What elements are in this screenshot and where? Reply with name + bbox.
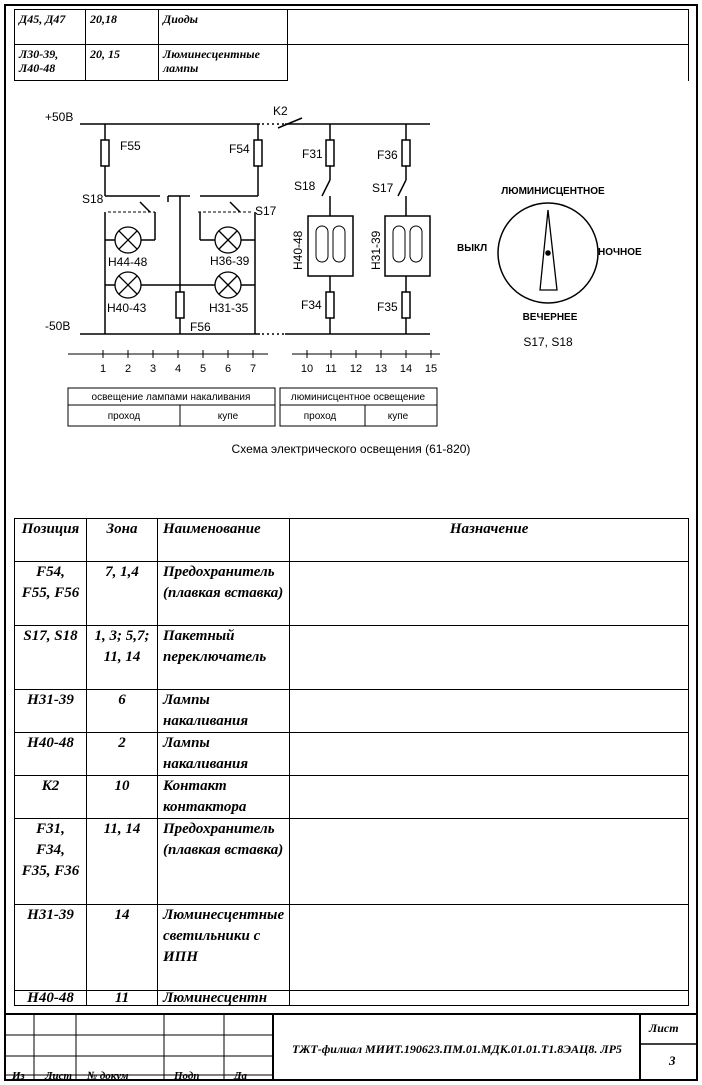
group-left-b: купе [217, 411, 239, 422]
cell-pos: H40-48 [15, 991, 87, 1006]
label-plus: +50В [45, 110, 74, 124]
fluor-h31-39 [385, 216, 430, 276]
label-minus: -50В [45, 319, 71, 333]
components-table [14, 518, 689, 1006]
cell-name: Предохранитель (плавкая вставка) [158, 562, 290, 626]
zone-11: 11 [325, 363, 337, 375]
label-fluor-h31-39: H31-39 [369, 230, 383, 270]
table-row [15, 733, 689, 776]
cell-purpose [290, 905, 689, 991]
cell-purpose [290, 690, 689, 733]
cell-pos: H40-48 [15, 733, 87, 776]
label-h36-39: H36-39 [210, 254, 250, 268]
cell-zone: 1, 3; 5,7; 11, 14 [87, 626, 158, 690]
label-s18-fl: S18 [294, 179, 316, 193]
table-row [15, 690, 689, 733]
table-row [15, 819, 689, 905]
sheet-number: 3 [669, 1053, 676, 1068]
label-f55: F55 [120, 139, 141, 153]
label-s17: S17 [255, 204, 277, 218]
cell-purpose [290, 733, 689, 776]
cell-pos: H31-39 [15, 690, 87, 733]
dial-bottom-label: ВЕЧЕРНЕЕ [522, 312, 578, 323]
cell-zone: 6 [87, 690, 158, 733]
cell-name: Пакетный переключатель [158, 626, 290, 690]
dial-pointer [540, 210, 557, 290]
cell-purpose [290, 562, 689, 626]
cell-name: Люминесцентн [158, 991, 290, 1006]
stamp-col-date: Да [234, 1070, 248, 1081]
cell-name: Контакт контактора [158, 776, 290, 819]
cell-pos: Л30-39, Л40-48 [15, 45, 86, 81]
label-h31-35: H31-35 [209, 301, 249, 315]
label-f31: F31 [302, 147, 323, 161]
cell-zone: 11, 14 [87, 819, 158, 905]
cell-pos: Д45, Д47 [15, 10, 86, 45]
zone-13: 13 [374, 363, 388, 375]
fuse-f54 [254, 140, 262, 166]
label-f35: F35 [377, 300, 398, 314]
zone-12: 12 [349, 363, 363, 375]
zone-14: 14 [399, 363, 413, 375]
fluor-h40-48 [308, 216, 353, 276]
group-left-title: освещение лампами накаливания [91, 392, 251, 403]
label-s18: S18 [82, 192, 104, 206]
group-right-b: купе [387, 411, 409, 422]
dial-left-label: ВЫКЛ [457, 243, 488, 254]
table-row [15, 905, 689, 991]
cell-purpose [290, 819, 689, 905]
cell-zone: 10 [87, 776, 158, 819]
table-row [15, 626, 689, 690]
group-right-a: проход [303, 411, 337, 422]
fuse-f36 [402, 140, 410, 166]
col-position: Позиция [15, 519, 87, 562]
fuse-f34 [326, 292, 334, 318]
col-zone: Зона [87, 519, 158, 562]
cell-name: Диоды [159, 10, 288, 45]
fuse-f55 [101, 140, 109, 166]
cell-pos: F31, F34, F35, F36 [15, 819, 87, 905]
cell-purpose [290, 991, 689, 1006]
zone-5: 5 [199, 363, 207, 375]
cell-zone: 20, 15 [86, 45, 159, 81]
label-f54: F54 [229, 142, 250, 156]
group-right-title: люминисцентное освещение [290, 392, 426, 403]
label-k2: K2 [273, 104, 288, 118]
cell-zone: 7, 1,4 [87, 562, 158, 626]
cell-purpose [290, 626, 689, 690]
cell-name: Лампы накаливания [158, 690, 290, 733]
cell-pos: H31-39 [15, 905, 87, 991]
k2-contact [278, 118, 302, 128]
table-header-row [15, 519, 689, 562]
figure-caption: Схема электрического освещения (61-820) [231, 442, 471, 456]
cell-name: Лампы накаливания [158, 733, 290, 776]
label-f56: F56 [190, 320, 211, 334]
cell-pos: K2 [15, 776, 87, 819]
cell-pos: S17, S18 [15, 626, 87, 690]
cell-name: Люминесцентные лампы [159, 45, 288, 81]
label-f34: F34 [301, 298, 322, 312]
zone-6: 6 [224, 363, 232, 375]
label-fluor-h40-48: H40-48 [291, 230, 305, 270]
stamp-col-doc: № докум [87, 1070, 129, 1081]
stamp-col-list: Лист [45, 1070, 73, 1081]
cell-zone: 14 [87, 905, 158, 991]
col-name: Наименование [158, 519, 290, 562]
stamp-col-iz: Из [12, 1070, 25, 1081]
cell-name: Предохранитель (плавкая вставка) [158, 819, 290, 905]
fuse-f56 [176, 292, 184, 318]
group-left-a: проход [107, 411, 141, 422]
dial-right-label: НОЧНОЕ [598, 247, 642, 258]
cell-name: Люминесцентные светильники с ИПН [158, 905, 290, 991]
table-row [15, 776, 689, 819]
col-purpose: Назначение [290, 519, 689, 562]
lighting-schematic [0, 0, 702, 470]
stamp-title: ТЖТ-филиал МИИТ.190623.ПМ.01.МДК.01.01.Т1.8ЭАЦ8. ЛР5 [292, 1042, 622, 1056]
cell-purpose [290, 776, 689, 819]
zone-7: 7 [249, 363, 257, 375]
zone-2: 2 [124, 363, 132, 375]
cell-zone: 11 [87, 991, 158, 1006]
dial-top-label: ЛЮМИНИСЦЕНТНОЕ [501, 186, 605, 197]
cell-zone: 2 [87, 733, 158, 776]
label-h44-48: H44-48 [108, 255, 148, 269]
label-s17-fl: S17 [372, 181, 394, 195]
fuse-f35 [402, 292, 410, 318]
zone-1: 1 [99, 363, 107, 375]
fuse-f31 [326, 140, 334, 166]
zone-4: 4 [174, 363, 182, 375]
zone-3: 3 [149, 363, 157, 375]
zone-15: 15 [424, 363, 438, 375]
table-row [15, 562, 689, 626]
dial-caption: S17, S18 [523, 335, 573, 349]
table-row [15, 991, 689, 1006]
stamp-col-sign: Подп [174, 1070, 200, 1081]
sheet-label: Лист [649, 1021, 679, 1035]
cell-zone: 20,18 [86, 10, 159, 45]
zone-10: 10 [300, 363, 314, 375]
cell-pos: F54, F55, F56 [15, 562, 87, 626]
label-h40-43: H40-43 [107, 301, 147, 315]
label-f36: F36 [377, 148, 398, 162]
